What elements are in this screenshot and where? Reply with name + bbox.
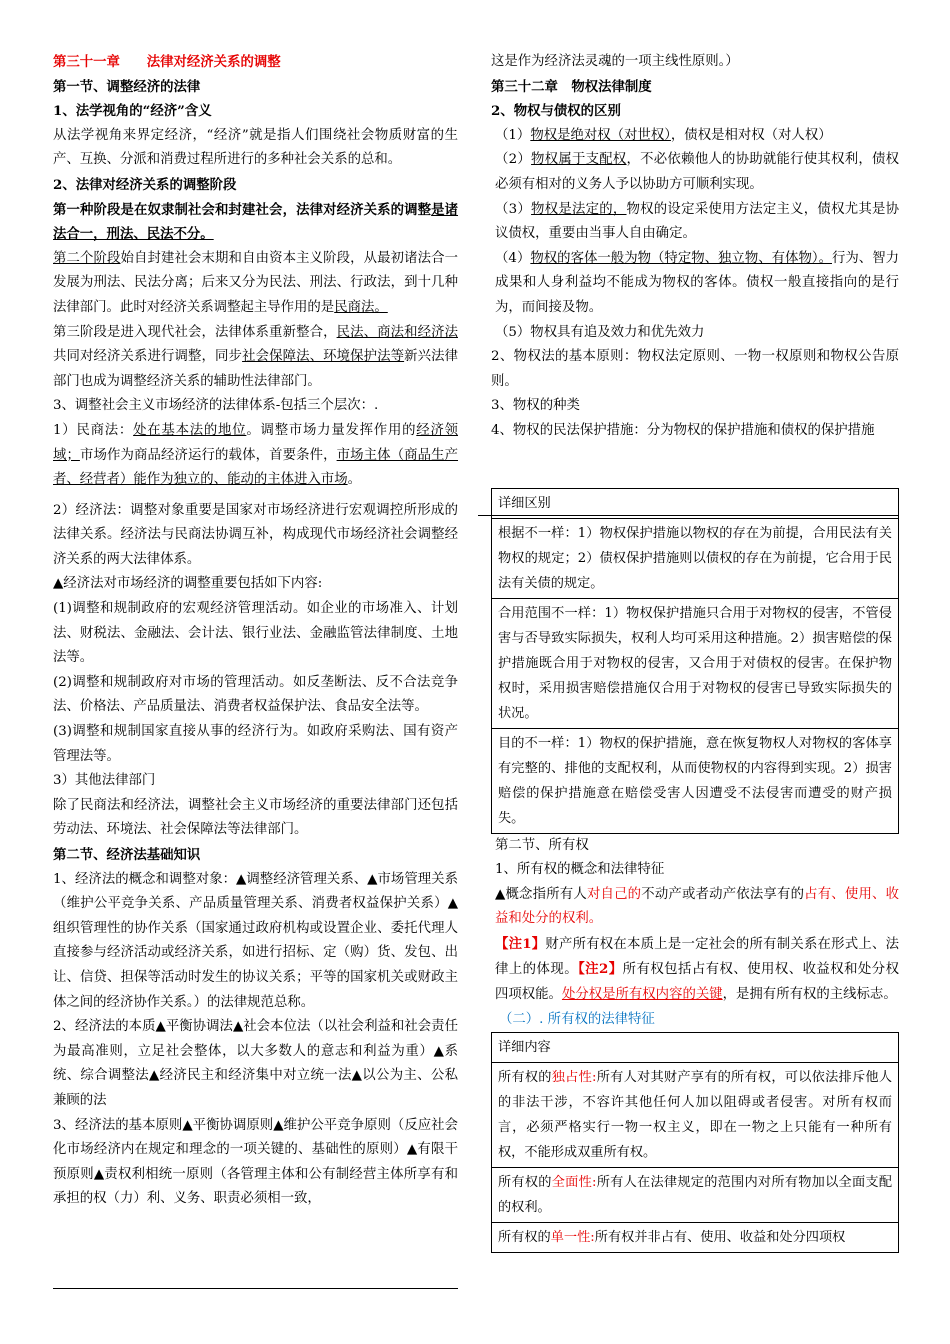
paragraph <box>491 247 899 321</box>
underlined-text: 社会保障法、环境保护法等 <box>242 349 405 365</box>
underlined-text: 市场主体（商品生产者、经营者）能作为独立的、能动的主体进入市场 <box>53 447 459 488</box>
paragraph <box>491 148 899 197</box>
text: 物权的设定采使用方法定主义，债权尤其是协议债权，重要由当事人自由确定。 <box>495 201 900 242</box>
highlighted-text: 单一性: <box>550 1230 595 1246</box>
text: 行为、智力成果和人身利益均不能成为物权的客体。债权一般直接指向的是行为，而间接及物。 <box>495 250 899 315</box>
paragraph: 除了民商法和经济法，调整社会主义市场经济的重要法律部门还包括劳动法、环境法、社会保障法等法律部门。 <box>53 797 458 838</box>
paragraph: (2)调整和规制政府对市场的管理活动。如反垄断法、反不合法竞争法、价格法、产品质量法、消费者权益保护法、食品安全法等。 <box>53 674 458 715</box>
paragraph: (1)调整和规制政府的宏观经济管理活动。如企业的市场准入、计划法、财税法、金融法、会计法、银行业法、金融监管法律制度、土地法等。 <box>53 601 458 666</box>
text: 。 <box>347 472 361 488</box>
text: ，是拥有所有权的主线标志。 <box>722 987 897 1003</box>
left-column <box>53 50 458 1212</box>
text: （2） <box>495 152 532 168</box>
underlined-text: 民商法。 <box>334 299 388 315</box>
text: 所有权的 <box>498 1175 552 1191</box>
paragraph <box>53 247 458 321</box>
table-row: 目的不一样：1）物权的保护措施，意在恢复物权人对物权的客体享有完整的、排他的支配权利，从而使物权的内容得到实现。2）损害赔偿的保护措施意在赔偿受害人因遭受不法侵害而遭受的财产损失。 <box>492 728 899 833</box>
content-table <box>491 1032 899 1253</box>
underlined-text: 经济领域； <box>53 422 459 463</box>
text: 所有权并非占有、使用、收益和处分四项权 <box>594 1230 846 1246</box>
text: ▲概念指所有人 <box>495 886 587 902</box>
table-top-rule <box>478 515 898 516</box>
paragraph <box>491 932 899 1008</box>
underlined-text: 民法、商法和经济法 <box>336 324 458 340</box>
paragraph: 1、经济法的概念和调整对象：▲调整经济管理关系、▲市场管理关系（维护公平竞争关系、产品质量管理关系、消费者权益保护关系）▲组织管理性的协作关系（国家通过政府机构或设置企业、委托代理人直接参与经济活动或经济关系，如进行招标、定（购）货、发包、出让、信贷、担保等活动时发生的协议关系；平等的国家机关或财政主体之间的经济协作关系。）的法律规范总称。 <box>53 871 458 1010</box>
highlighted-text: 处分权是所有权内容的关键 <box>561 987 723 1003</box>
underlined-text: 第二个阶段 <box>53 250 121 266</box>
note-marker: 【注1】 <box>495 935 546 952</box>
text: 市场作为商品经济运行的载体，首要条件， <box>79 447 337 463</box>
text: （3） <box>495 201 532 217</box>
chapter-31-heading <box>53 50 458 75</box>
chapter-number: 第三十一章 <box>53 54 120 70</box>
text: ，债权是相对权（对人权） <box>670 127 832 143</box>
table-header: 详细区别 <box>492 488 899 518</box>
highlighted-text: 占有、使用、收益和处分的权利。 <box>495 886 899 927</box>
text: 所有人在法律规定的范围内对所有物加以全面支配的权利。 <box>498 1175 893 1216</box>
paragraph <box>491 198 899 247</box>
text: 始自封建社会末期和自由资本主义阶段，从最初诸法合一发展为刑法、民法分离；后来又分为民法、刑法、行政法，到十几种法律部门。此时对经济关系调整起主导作用的是 <box>53 250 459 315</box>
underlined-text: 处在基本法的地位 <box>133 422 247 438</box>
chapter-title: 法律对经济关系的调整 <box>146 54 281 70</box>
item-2-heading: 2、法律对经济关系的调整阶段 <box>53 176 237 193</box>
text: 第三阶段是进入现代社会，法律体系重新整合， <box>53 324 337 340</box>
paragraph <box>53 321 458 395</box>
text: 财产所有权在本质上是一定社会的所有制关系在形式上、法律上的体现。 <box>495 936 899 978</box>
table-row: 根据不一样：1）物权保护措施以物权的存在为前提，合用民法有关物权的规定；2）债权保护措施则以债权的存在为前提，它合用于民法有关债的规定。 <box>492 518 899 598</box>
paragraph: 3、调整社会主义市场经济的法律体系-包括三个层次：. <box>53 398 379 414</box>
item-heading: 2、物权与债权的区别 <box>491 103 621 120</box>
underlined-text: 物权是法定的， <box>531 201 627 217</box>
paragraph <box>491 883 899 932</box>
text: 新兴法律部门也成为调整经济关系的辅助性法律部门。 <box>53 349 459 389</box>
paragraph: 2、物权法的基本原则：物权法定原则、一物一权原则和物权公告原则。 <box>491 349 899 389</box>
highlighted-text: 独占性: <box>551 1070 597 1086</box>
table-row <box>492 1063 899 1168</box>
paragraph: 这是作为经济法灵魂的一项主线性原则。） <box>491 54 739 69</box>
section-title: 第二节、所有权 <box>495 837 589 853</box>
paragraph: 3、物权的种类 <box>491 398 580 414</box>
paragraph: 从法学视角来界定经济，“经济”就是指人们围绕社会物质财富的生产、互换、分派和消费过程所进行的多种社会关系的总和。 <box>53 127 458 168</box>
text: ，不必依赖他人的协助就能行使其权利，债权必须有相对的义务人予以协助方可顺利实现。 <box>495 152 900 192</box>
table-header: 详细内容 <box>492 1033 899 1063</box>
text: 共同对经济关系进行调整，同步 <box>53 349 243 365</box>
text: 所有人对其财产享有的所有权，可以依法排斥他人的非法干涉，不容许其他任何人加以阻碍或者侵害。对所有权而言，必须严格实行一物一权主义，即在一物之上只能有一种所有权，不能形成双重所有权。 <box>498 1070 893 1161</box>
paragraph: （5）物权具有追及效力和优先效力 <box>495 324 705 340</box>
text: 所有权的 <box>498 1070 552 1086</box>
table-row <box>492 1223 899 1253</box>
item-heading: 1、所有权的概念和法律特征 <box>495 862 665 878</box>
highlighted-text: 全面性: <box>551 1175 597 1191</box>
highlighted-text: 对自己的 <box>586 886 642 902</box>
text: 所有权的 <box>498 1230 551 1246</box>
table-row: 合用范围不一样：1）物权保护措施只合用于对物权的侵害，不管侵害与否导致实际损失，权利人均可采用这种措施。2）损害赔偿的保护措施既合用于对物权的侵害，又合用于对债权的侵害。在保护物权时，采用损害赔偿措施仅合用于对物权的侵害已导致实际损失的状况。 <box>492 598 899 728</box>
paragraph: 2、经济法的本质▲平衡协调法▲社会本位法（以社会利益和社会责任为最高准则，立足社会整体，以大多数人的意志和利益为重）▲系统、综合调整法▲经济民主和经济集中对立统一法▲以公为主、公私兼顾的法 <box>53 1019 458 1108</box>
text: 1）民商法： <box>53 422 134 438</box>
text: 所有权包括占有权、使用权、收益权和处分权四项权能。 <box>495 962 899 1003</box>
text: （1） <box>495 127 531 143</box>
text: 。调整市场力量发挥作用的 <box>246 422 417 438</box>
subsection-title: （二）. 所有权的法律特征 <box>499 1011 655 1027</box>
bottom-rule <box>53 1288 458 1289</box>
paragraph: ▲经济法对市场经济的调整重要包括如下内容: <box>53 576 323 592</box>
item-1-heading: 1、法学视角的“经济”含义 <box>53 103 212 120</box>
paragraph: (3)调整和规制国家直接从事的经济行为。如政府采购法、国有资产管理法等。 <box>53 724 458 764</box>
difference-table <box>491 488 899 834</box>
section-1-title: 第一节、调整经济的法律 <box>53 78 201 95</box>
paragraph <box>491 124 899 149</box>
underlined-text: 物权的客体一般为物（特定物、独立物、有体物）。 <box>530 250 832 266</box>
underlined-text: 物权是绝对权（对世权） <box>530 127 671 143</box>
paragraph: 4、物权的民法保护措施：分为物权的保护措施和债权的保护措施 <box>491 422 875 438</box>
underlined-text: 物权属于支配权 <box>531 152 627 168</box>
text: （4） <box>495 250 531 266</box>
table-row <box>492 1168 899 1223</box>
text: 不动产或者动产依法享有的 <box>641 886 805 902</box>
text: 第一种阶段是在奴隶制社会和封建社会，法律对经济关系的调整 <box>53 201 432 218</box>
underlined-text: 是诸法合一，刑法、民法不分。 <box>53 201 459 243</box>
note-marker: 【注2】 <box>578 961 623 978</box>
section-2-title: 第二节、经济法基础知识 <box>53 847 201 863</box>
paragraph: 3、经济法的基本原则▲平衡协调原则▲维护公平竞争原则（反应社会化市场经济内在规定和理念的一项关键的、基础性的原则）▲有限干预原则▲责权利相统一原则（各管理主体和公有制经营主体所享有和承担的权（力）利、义务、职责必须相一致， <box>53 1117 458 1207</box>
paragraph: 2）经济法：调整对象重要是国家对市场经济进行宏观调控所形成的法律关系。经济法与民商法协调互补，构成现代市场经济社会调整经济关系的两大法律体系。 <box>53 502 458 567</box>
paragraph <box>53 419 458 493</box>
right-column <box>491 50 899 1253</box>
paragraph <box>53 198 458 247</box>
chapter-32-heading: 第三十二章 物权法律制度 <box>491 78 652 95</box>
paragraph: 3）其他法律部门 <box>53 773 156 789</box>
